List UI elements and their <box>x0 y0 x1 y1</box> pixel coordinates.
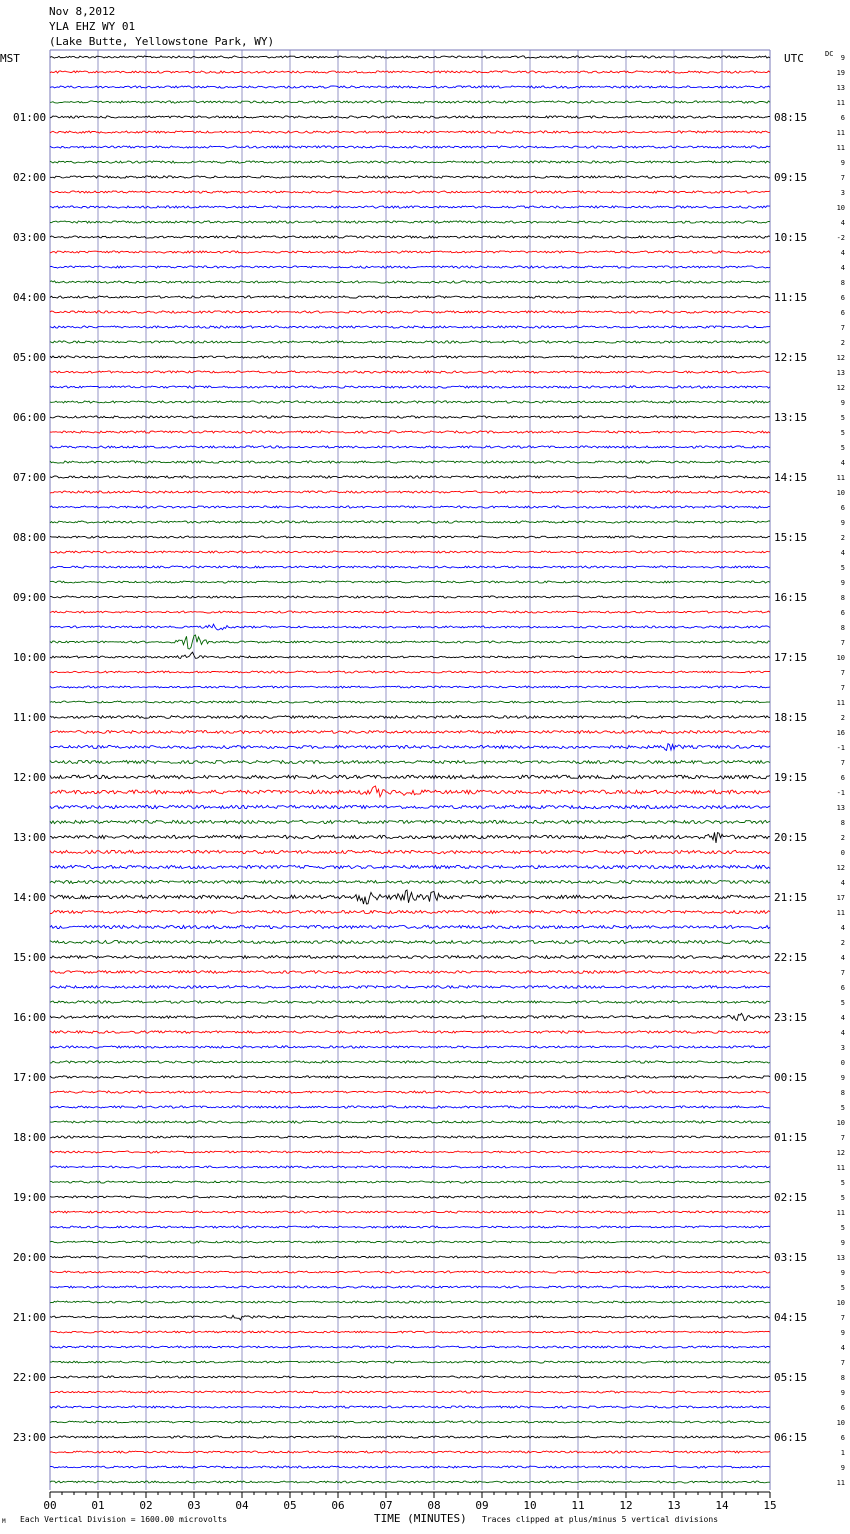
footer-scale-note: Each Vertical Division = 1600.00 microvolts <box>20 1515 228 1524</box>
dc-offset-label: 3 <box>840 189 845 197</box>
trace-64 <box>50 1013 770 1020</box>
dc-offset-header: DC <box>825 50 834 58</box>
dc-offset-label: 2 <box>840 534 845 542</box>
dc-offset-label: 5 <box>840 1104 845 1112</box>
left-hour-label: 20:00 <box>13 1251 47 1264</box>
dc-offset-label: 9 <box>840 1389 845 1397</box>
dc-offset-label: 13 <box>836 84 845 92</box>
dc-offset-label: 9 <box>840 399 845 407</box>
trace-63 <box>50 1001 770 1003</box>
dc-offset-label: 8 <box>840 594 845 602</box>
dc-offset-label: 4 <box>840 879 845 887</box>
trace-72 <box>50 1136 770 1138</box>
right-hour-label: 18:15 <box>774 711 808 724</box>
right-hour-label: 17:15 <box>774 651 808 664</box>
dc-offset-label: 11 <box>836 474 845 482</box>
dc-offset-label: 10 <box>836 204 845 212</box>
trace-13 <box>50 251 770 253</box>
dc-offset-label: 6 <box>840 1434 845 1442</box>
left-hour-label: 21:00 <box>13 1311 47 1324</box>
dc-offset-label: 5 <box>840 414 845 422</box>
dc-offset-label: 2 <box>840 834 845 842</box>
right-hour-label: 15:15 <box>774 531 808 544</box>
dc-offset-label: 9 <box>840 579 845 587</box>
right-hour-label: 00:15 <box>774 1071 808 1084</box>
trace-40 <box>50 652 770 658</box>
x-tick-label: 02 <box>139 1499 153 1512</box>
right-hour-label: 05:15 <box>774 1371 808 1384</box>
dc-offset-label: 7 <box>840 1134 845 1142</box>
dc-offset-label: 9 <box>840 159 845 167</box>
trace-66 <box>50 1046 770 1048</box>
trace-6 <box>50 146 770 148</box>
trace-52 <box>50 832 770 843</box>
x-tick-label: 03 <box>187 1499 201 1512</box>
trace-61 <box>50 971 770 974</box>
dc-offset-label: 2 <box>840 714 845 722</box>
trace-86 <box>50 1346 770 1348</box>
dc-offset-label: 8 <box>840 819 845 827</box>
x-tick-label: 01 <box>91 1499 105 1512</box>
dc-offset-label: 6 <box>840 294 845 302</box>
x-tick-label: 09 <box>475 1499 489 1512</box>
trace-62 <box>50 986 770 989</box>
trace-20 <box>50 356 770 358</box>
dc-offset-label: 5 <box>840 429 845 437</box>
dc-offset-label: 10 <box>836 1119 845 1127</box>
right-hour-labels <box>774 111 807 1444</box>
trace-85 <box>50 1331 770 1333</box>
trace-39 <box>50 635 770 649</box>
right-hour-label: 08:15 <box>774 111 808 124</box>
dc-offset-label: 6 <box>840 984 845 992</box>
right-hour-label: 19:15 <box>774 771 808 784</box>
trace-82 <box>50 1286 770 1288</box>
right-hour-label: 11:15 <box>774 291 808 304</box>
dc-offset-label: 12 <box>836 384 845 392</box>
trace-2 <box>50 86 770 88</box>
dc-offset-label: 0 <box>840 849 845 857</box>
trace-17 <box>50 311 770 313</box>
trace-14 <box>50 266 770 268</box>
trace-60 <box>50 956 770 959</box>
dc-offset-label: 6 <box>840 504 845 512</box>
dc-offset-label: -1 <box>836 744 845 752</box>
dc-offset-label: 9 <box>840 1329 845 1337</box>
right-hour-label: 23:15 <box>774 1011 808 1024</box>
trace-77 <box>50 1211 770 1213</box>
trace-47 <box>50 761 770 764</box>
x-tick-label: 12 <box>619 1499 633 1512</box>
trace-16 <box>50 296 770 298</box>
dc-offset-label: 8 <box>840 279 845 287</box>
trace-8 <box>50 176 770 178</box>
trace-44 <box>50 716 770 719</box>
right-hour-label: 01:15 <box>774 1131 808 1144</box>
trace-38 <box>50 624 770 630</box>
trace-12 <box>50 236 770 238</box>
left-hour-label: 18:00 <box>13 1131 47 1144</box>
left-hour-label: 19:00 <box>13 1191 47 1204</box>
dc-offset-label: 7 <box>840 639 845 647</box>
dc-offset-label: 11 <box>836 909 845 917</box>
header-location: (Lake Butte, Yellowstone Park, WY) <box>49 35 275 48</box>
dc-offset-label: -2 <box>836 234 845 242</box>
trace-29 <box>50 491 770 493</box>
trace-80 <box>50 1256 770 1258</box>
dc-offset-label: 6 <box>840 609 845 617</box>
dc-offset-label: 9 <box>840 1464 845 1472</box>
dc-offset-label: 6 <box>840 114 845 122</box>
trace-89 <box>50 1391 770 1393</box>
left-hour-label: 03:00 <box>13 231 47 244</box>
left-hour-label: 12:00 <box>13 771 47 784</box>
dc-offset-label: 9 <box>840 1269 845 1277</box>
dc-offset-label: 16 <box>836 729 845 737</box>
left-hour-labels <box>13 111 46 1444</box>
dc-offset-label: 4 <box>840 954 845 962</box>
x-tick-label: 08 <box>427 1499 441 1512</box>
x-tick-label: 13 <box>667 1499 681 1512</box>
trace-48 <box>50 775 770 779</box>
trace-27 <box>50 461 770 463</box>
trace-75 <box>50 1181 770 1183</box>
left-hour-label: 04:00 <box>13 291 47 304</box>
dc-offset-label: 9 <box>840 1074 845 1082</box>
trace-51 <box>50 820 770 823</box>
x-tick-label: 07 <box>379 1499 393 1512</box>
trace-9 <box>50 191 770 193</box>
dc-offset-label: 5 <box>840 999 845 1007</box>
trace-71 <box>50 1121 770 1123</box>
dc-offset-label: 5 <box>840 1179 845 1187</box>
x-axis-title: TIME (MINUTES) <box>374 1512 467 1525</box>
left-hour-label: 13:00 <box>13 831 47 844</box>
left-hour-label: 06:00 <box>13 411 47 424</box>
trace-76 <box>50 1196 770 1198</box>
trace-15 <box>50 281 770 283</box>
dc-offset-label: 10 <box>836 1299 845 1307</box>
dc-offset-label: 8 <box>840 624 845 632</box>
trace-70 <box>50 1106 770 1108</box>
dc-offset-label: 5 <box>840 444 845 452</box>
trace-54 <box>50 865 770 868</box>
trace-28 <box>50 476 770 478</box>
dc-offset-label: 11 <box>836 1479 845 1487</box>
dc-offset-label: 4 <box>840 459 845 467</box>
dc-offset-label: 12 <box>836 354 845 362</box>
trace-4 <box>50 116 770 118</box>
dc-offset-label: 8 <box>840 1374 845 1382</box>
trace-3 <box>50 101 770 103</box>
trace-36 <box>50 596 770 598</box>
dc-offset-label: 12 <box>836 1149 845 1157</box>
dc-offset-label: 11 <box>836 99 845 107</box>
dc-offset-label: 13 <box>836 369 845 377</box>
trace-21 <box>50 371 770 373</box>
dc-offset-label: 5 <box>840 1284 845 1292</box>
x-tick-label: 11 <box>571 1499 585 1512</box>
x-tick-label: 14 <box>715 1499 729 1512</box>
trace-92 <box>50 1436 770 1438</box>
trace-88 <box>50 1376 770 1378</box>
trace-95 <box>50 1481 770 1483</box>
dc-offset-label: 6 <box>840 1404 845 1412</box>
trace-33 <box>50 551 770 553</box>
trace-18 <box>50 326 770 328</box>
trace-79 <box>50 1241 770 1243</box>
dc-offset-label: 4 <box>840 264 845 272</box>
trace-74 <box>50 1166 770 1168</box>
dc-offset-label: 4 <box>840 1344 845 1352</box>
dc-offset-label: 0 <box>840 1059 845 1067</box>
dc-offset-label: 10 <box>836 654 845 662</box>
trace-22 <box>50 386 770 388</box>
trace-53 <box>50 850 770 853</box>
x-tick-label: 04 <box>235 1499 249 1512</box>
dc-offset-label: 9 <box>840 54 845 62</box>
x-axis <box>43 1492 776 1512</box>
dc-offset-label: 10 <box>836 1419 845 1427</box>
trace-59 <box>50 941 770 944</box>
trace-56 <box>50 890 770 904</box>
trace-24 <box>50 416 770 418</box>
dc-offset-label: 2 <box>840 939 845 947</box>
trace-7 <box>50 161 770 163</box>
trace-91 <box>50 1421 770 1423</box>
trace-5 <box>50 131 770 133</box>
dc-offset-label: 13 <box>836 804 845 812</box>
header-date: Nov 8,2012 <box>49 5 116 18</box>
dc-offset-label: 6 <box>840 774 845 782</box>
dc-offset-label: 11 <box>836 129 845 137</box>
right-hour-label: 09:15 <box>774 171 808 184</box>
trace-81 <box>50 1271 770 1273</box>
dc-offset-label: 8 <box>840 1089 845 1097</box>
trace-57 <box>50 911 770 914</box>
trace-26 <box>50 446 770 448</box>
trace-30 <box>50 506 770 508</box>
trace-34 <box>50 566 770 568</box>
left-hour-label: 08:00 <box>13 531 47 544</box>
right-hour-label: 04:15 <box>774 1311 808 1324</box>
right-hour-label: 10:15 <box>774 231 808 244</box>
trace-32 <box>50 536 770 538</box>
dc-offset-label: 7 <box>840 759 845 767</box>
trace-41 <box>50 671 770 673</box>
x-tick-label: 00 <box>43 1499 57 1512</box>
footer-mark: M <box>2 1518 6 1525</box>
dc-offset-label: 11 <box>836 699 845 707</box>
dc-offset-label: 5 <box>840 1224 845 1232</box>
x-tick-label: 05 <box>283 1499 297 1512</box>
trace-42 <box>50 686 770 688</box>
trace-45 <box>50 731 770 734</box>
trace-94 <box>50 1466 770 1468</box>
dc-offset-label: 6 <box>840 309 845 317</box>
dc-offset-label: 9 <box>840 519 845 527</box>
dc-offset-label: 5 <box>840 1194 845 1202</box>
trace-43 <box>50 701 770 703</box>
trace-19 <box>50 341 770 343</box>
trace-31 <box>50 521 770 523</box>
dc-offset-label: 4 <box>840 924 845 932</box>
trace-83 <box>50 1301 770 1303</box>
dc-offset-label: 4 <box>840 1014 845 1022</box>
right-hour-label: 06:15 <box>774 1431 808 1444</box>
dc-offset-label: 11 <box>836 1209 845 1217</box>
dc-offset-label: 11 <box>836 1164 845 1172</box>
left-hour-label: 09:00 <box>13 591 47 604</box>
left-hour-label: 14:00 <box>13 891 47 904</box>
trace-90 <box>50 1406 770 1408</box>
right-hour-label: 13:15 <box>774 411 808 424</box>
trace-11 <box>50 221 770 223</box>
trace-69 <box>50 1091 770 1093</box>
left-hour-label: 16:00 <box>13 1011 47 1024</box>
x-tick-label: 06 <box>331 1499 345 1512</box>
left-hour-label: 10:00 <box>13 651 47 664</box>
dc-offset-label: 7 <box>840 969 845 977</box>
left-timezone-label: MST <box>0 52 20 65</box>
right-hour-label: 02:15 <box>774 1191 808 1204</box>
trace-87 <box>50 1361 770 1363</box>
left-hour-label: 17:00 <box>13 1071 47 1084</box>
dc-offset-label: 7 <box>840 1359 845 1367</box>
trace-25 <box>50 431 770 433</box>
header-station: YLA EHZ WY 01 <box>49 20 136 33</box>
dc-offset-label: 19 <box>836 69 845 77</box>
footer-clip-note: Traces clipped at plus/minus 5 vertical divisions <box>482 1515 719 1524</box>
dc-offset-label: 4 <box>840 1029 845 1037</box>
trace-1 <box>50 71 770 73</box>
trace-93 <box>50 1451 770 1453</box>
trace-50 <box>50 805 770 808</box>
dc-offset-label: 7 <box>840 684 845 692</box>
dc-offset-label: 4 <box>840 549 845 557</box>
x-tick-label: 15 <box>763 1499 777 1512</box>
dc-offset-label: 2 <box>840 339 845 347</box>
left-hour-label: 01:00 <box>13 111 47 124</box>
trace-10 <box>50 206 770 208</box>
trace-84 <box>50 1315 770 1320</box>
trace-58 <box>50 925 770 928</box>
trace-78 <box>50 1226 770 1228</box>
seismic-traces <box>50 56 770 1483</box>
trace-55 <box>50 881 770 884</box>
trace-35 <box>50 581 770 583</box>
dc-offset-label: 1 <box>840 1449 845 1457</box>
dc-offset-label: 5 <box>840 564 845 572</box>
trace-37 <box>50 611 770 613</box>
right-hour-label: 21:15 <box>774 891 808 904</box>
trace-65 <box>50 1031 770 1033</box>
dc-offset-label: 13 <box>836 1254 845 1262</box>
left-hour-label: 05:00 <box>13 351 47 364</box>
right-hour-label: 14:15 <box>774 471 808 484</box>
left-hour-label: 02:00 <box>13 171 47 184</box>
dc-offset-label: 3 <box>840 1044 845 1052</box>
x-tick-label: 10 <box>523 1499 537 1512</box>
left-hour-label: 22:00 <box>13 1371 47 1384</box>
right-hour-label: 20:15 <box>774 831 808 844</box>
dc-offset-label: 12 <box>836 864 845 872</box>
dc-offset-label: 9 <box>840 1239 845 1247</box>
right-hour-label: 12:15 <box>774 351 808 364</box>
trace-0 <box>50 56 770 58</box>
dc-offset-label: 10 <box>836 489 845 497</box>
right-hour-label: 16:15 <box>774 591 808 604</box>
left-hour-label: 07:00 <box>13 471 47 484</box>
trace-23 <box>50 401 770 403</box>
dc-offset-label: 7 <box>840 174 845 182</box>
trace-67 <box>50 1061 770 1063</box>
dc-offset-label: 11 <box>836 144 845 152</box>
right-hour-label: 03:15 <box>774 1251 808 1264</box>
trace-46 <box>50 744 770 751</box>
dc-offset-label: 17 <box>836 894 845 902</box>
dc-offset-label: 4 <box>840 219 845 227</box>
right-timezone-label: UTC <box>784 52 804 65</box>
right-hour-label: 22:15 <box>774 951 808 964</box>
trace-73 <box>50 1151 770 1153</box>
trace-49 <box>50 786 770 797</box>
dc-offset-label: 7 <box>840 1314 845 1322</box>
left-hour-label: 15:00 <box>13 951 47 964</box>
left-hour-label: 11:00 <box>13 711 47 724</box>
dc-offset-label: 7 <box>840 669 845 677</box>
left-hour-label: 23:00 <box>13 1431 47 1444</box>
dc-offset-label: 7 <box>840 324 845 332</box>
trace-68 <box>50 1076 770 1078</box>
dc-offset-labels <box>837 54 845 1487</box>
dc-offset-label: -1 <box>836 789 845 797</box>
dc-offset-label: 4 <box>840 249 845 257</box>
